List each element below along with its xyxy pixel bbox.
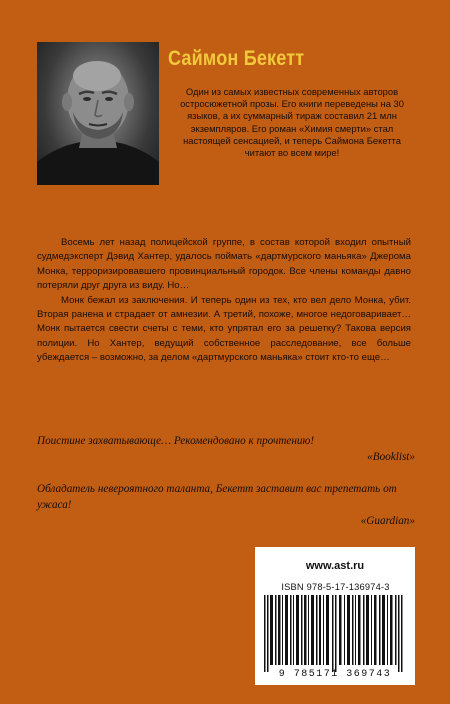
author-name: Саймон Бекетт: [168, 47, 305, 70]
author-bio: Один из самых известных современных авторов остросюжетной прозы. Его книги переведены на 30 языков, а их суммарный тираж составил 21 млн экземпляров. Его роман «Химия смерти» стал настоящей сенсацией, и теперь Саймона Бекетта читают во всем мире!: [180, 86, 404, 159]
quote-text: Поистине захватывающе… Рекомендовано к прочтению!: [37, 435, 315, 447]
isbn-label: ISBN 978-5-17-136974-3: [281, 582, 390, 592]
quote-text: Обладатель невероятного таланта, Бекетт заставит вас трепетать от ужаса!: [37, 483, 397, 511]
review-quote: [37, 433, 415, 465]
barcode-icon: [262, 595, 410, 672]
synopsis-paragraph: Монк бежал из заключения. И теперь один из тех, кто вел дело Монка, убит. Вторая ранена и страдает от амнезии. А третий, похоже, многое недоговаривает… Монк пытается свести счеты с теми, кто упрятал его за решетку? Такова версия полиции. Но Хантер, ведущий собственное расследование, все больше убеждается – возможно, за делом «дартмурского маньяка» стоит кто-то еще…: [37, 294, 411, 364]
barcode-digits: 9 785171 369743: [278, 669, 392, 680]
review-quote: [37, 481, 415, 529]
book-synopsis: [37, 236, 411, 366]
publisher-site: www.ast.ru: [305, 560, 365, 572]
quote-source: «Booklist»: [367, 451, 415, 463]
author-photo: [37, 42, 159, 185]
synopsis-paragraph: Восемь лет назад полицейской группе, в состав которой входил опытный судмедэксперт Дэвид Хантер, удалось поймать «дартмурского маньяка» Джерома Монка, терроризировавшего провинциальный городок. Все члены команды давно потеряли друг друга из виду. Но…: [37, 237, 411, 292]
quote-source: «Guardian»: [360, 515, 415, 527]
